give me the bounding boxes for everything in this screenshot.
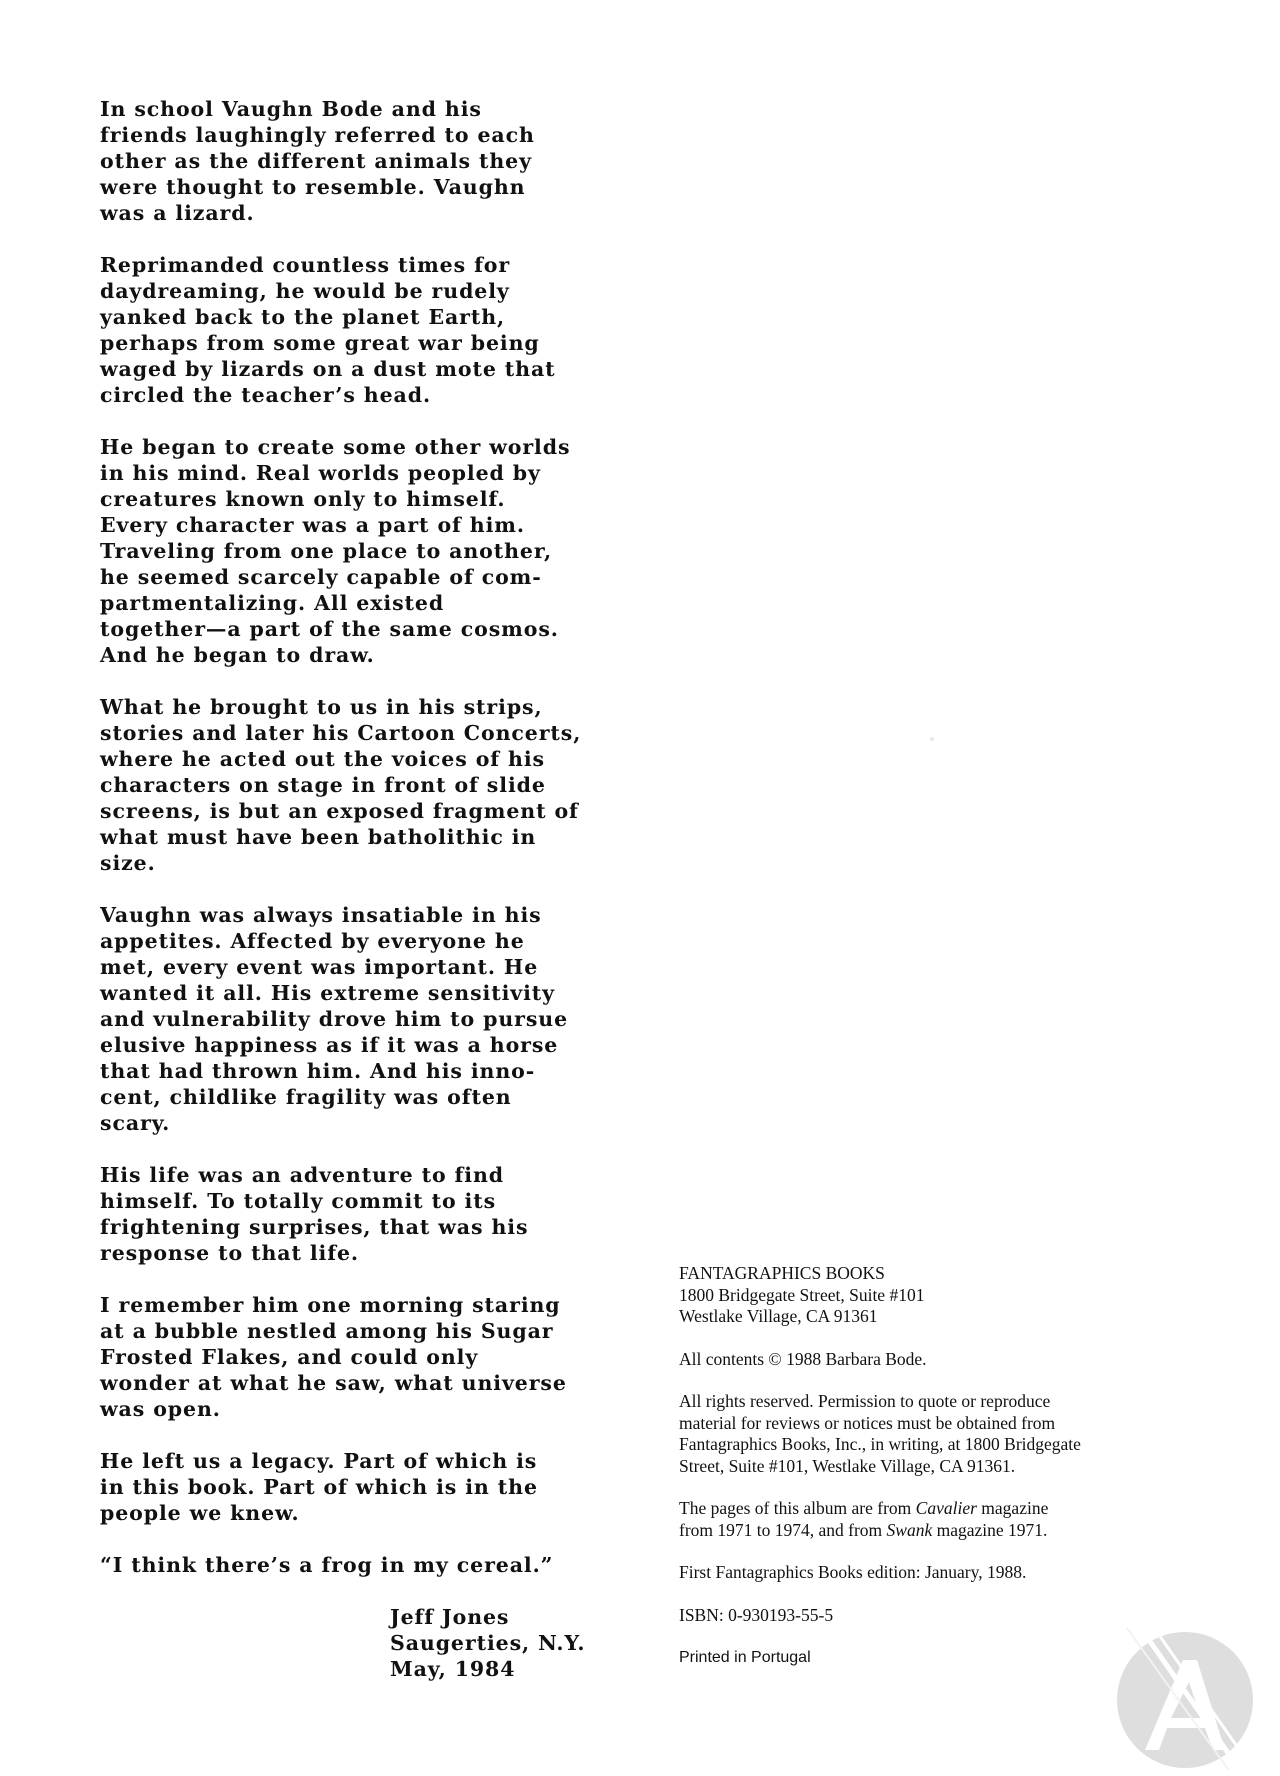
essay-line: people we knew. [100,1501,300,1525]
essay-line: in this book. Part of which is in the [100,1475,538,1499]
author-name: Jeff Jones [390,1605,510,1629]
essay-line: in his mind. Real worlds peopled by [100,461,541,485]
isbn-line: ISBN: 0-930193-55-5 [679,1604,834,1625]
essay-line: circled the teacher’s head. [100,383,431,407]
essay-line: elusive happiness as if it was a horse [100,1033,559,1057]
essay-line: were thought to resemble. Vaughn [100,175,526,199]
essay-line: at a bubble nestled among his Sugar [100,1319,554,1343]
essay-line: creatures known only to himself. [100,487,506,511]
essay-line: cent, childlike fragility was often [100,1085,512,1109]
essay-line: characters on stage in front of slide [100,773,546,797]
essay-line: frightening surprises, that was his [100,1215,529,1239]
essay-paragraph-8 [100,1448,660,1526]
essay-line: he seemed scarcely capable of com- [100,565,542,589]
essay-line: Frosted Flakes, and could only [100,1345,479,1369]
rights-line: All rights reserved. Permission to quote or reproduce [679,1391,1051,1411]
essay-line: Vaughn was always insatiable in his [100,903,542,927]
publisher-address [679,1263,1219,1328]
essay-line: was open. [100,1397,221,1421]
address-line: 1800 Bridgegate Street, Suite #101 [679,1284,925,1305]
essay-line: response to that life. [100,1241,359,1265]
address-line: Westlake Village, CA 91361 [679,1306,878,1326]
source-text: from 1971 to 1974, and from [679,1519,887,1540]
essay-line: daydreaming, he would be rudely [100,279,510,303]
source-line [679,1520,1219,1542]
essay-paragraph-2 [100,252,660,408]
essay-line: met, every event was important. He [100,955,539,979]
essay-line: screens, is but an exposed fragment of [100,799,579,823]
source-notice [679,1498,1219,1541]
copyright-notice [679,1349,1219,1371]
essay-line: size. [100,851,156,875]
essay-paragraph-1 [100,96,660,226]
copyright-line: All contents © 1988 Barbara Bode. [679,1348,927,1369]
essay-paragraph-4 [100,694,660,876]
essay-line: yanked back to the planet Earth, [100,305,506,329]
essay-line: what must have been batholithic in [100,825,537,849]
publisher-logo-icon [1105,1610,1255,1770]
essay-line: stories and later his Cartoon Concerts, [100,721,582,745]
print-speck [930,737,934,741]
essay-line: perhaps from some great war being [100,331,540,355]
rights-line: Fantagraphics Books, Inc., in writing, at 1800 Bridgegate [679,1434,1081,1454]
essay-line: In school Vaughn Bode and his [100,97,482,121]
author-signature [390,1604,660,1682]
author-location: Saugerties, N.Y. [390,1631,586,1655]
source-line [679,1498,1219,1520]
rights-line: Street, Suite #101, Westlake Village, CA 91361. [679,1455,1016,1476]
edition-line: First Fantagraphics Books edition: January, 1988. [679,1562,1027,1582]
essay-line: waged by lizards on a dust mote that [100,357,556,381]
essay-line: Reprimanded countless times for [100,253,511,277]
publisher-name: FANTAGRAPHICS BOOKS [679,1263,885,1283]
closing-quote [100,1552,660,1578]
magazine-title: Swank [886,1519,933,1540]
essay-paragraph-7 [100,1292,660,1422]
essay-line: Every character was a part of him. [100,513,525,537]
logo-disc [1117,1632,1253,1768]
essay-line: where he acted out the voices of his [100,747,545,771]
essay-line: What he brought to us in his strips, [100,695,543,719]
essay-line: scary. [100,1111,171,1135]
essay-line: other as the different animals they [100,149,532,173]
essay-line: and vulnerability drove him to pursue [100,1007,569,1031]
essay-line: He left us a legacy. Part of which is [100,1449,538,1473]
essay-line: friends laughingly referred to each [100,123,535,147]
essay-paragraph-3 [100,434,660,668]
essay-line: wonder at what he saw, what universe [100,1371,567,1395]
essay-line: was a lizard. [100,201,255,225]
essay-line: wanted it all. His extreme sensitivity [100,981,555,1005]
essay-line: His life was an adventure to find [100,1163,504,1187]
essay-line: appetites. Affected by everyone he [100,929,525,953]
essay-line: Traveling from one place to another, [100,539,553,563]
essay-line: He began to create some other worlds [100,435,571,459]
essay-line: partmentalizing. All existed [100,591,445,615]
edition-notice [679,1562,1219,1584]
essay-line: together—a part of the same cosmos. [100,617,559,641]
magazine-title: Cavalier [915,1498,977,1518]
essay-line: himself. To totally commit to its [100,1189,497,1213]
author-date: May, 1984 [390,1657,516,1681]
essay-line: that had thrown him. And his inno- [100,1059,536,1083]
rights-notice [679,1391,1219,1477]
source-text: magazine 1971. [932,1519,1048,1540]
printed-line: Printed in Portugal [679,1649,811,1666]
essay-paragraph-5 [100,902,660,1136]
essay-line: I remember him one morning staring [100,1293,561,1317]
source-text: The pages of this album are from [679,1498,916,1518]
source-text: magazine [976,1498,1049,1518]
essay-paragraph-6 [100,1162,660,1266]
rights-line: material for reviews or notices must be obtained from [679,1412,1056,1433]
quote-line: “I think there’s a frog in my cereal.” [100,1553,554,1577]
essay-line: And he began to draw. [100,643,375,667]
essay [100,96,660,1682]
